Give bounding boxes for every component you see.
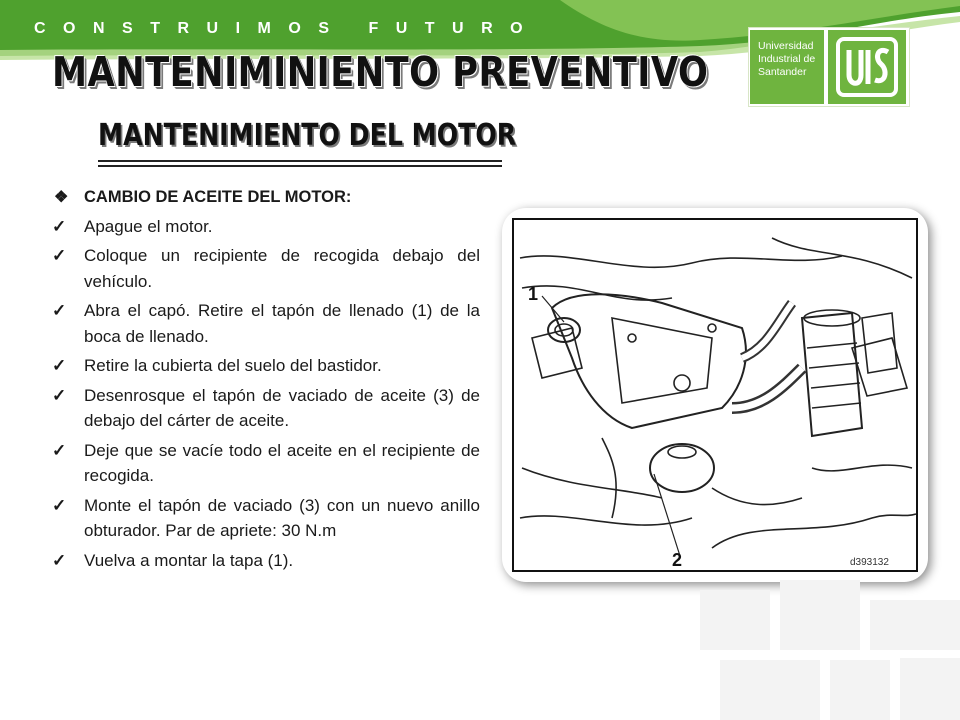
steps-list [52, 214, 480, 574]
section-heading [52, 185, 480, 211]
checkmark-icon: ✓ [52, 495, 67, 515]
list-item [52, 548, 480, 574]
list-item [52, 243, 480, 294]
list-item [52, 438, 480, 489]
instructions [52, 185, 480, 577]
checkmark-icon: ✓ [52, 385, 67, 405]
engine-diagram [512, 218, 918, 572]
page-subtitle: MANTENIMIENTO DEL MOTOR [98, 118, 517, 153]
subtitle-underline-2 [98, 165, 502, 167]
step-text: Deje que se vacíe todo el aceite en el recipiente de recogida. [84, 440, 480, 485]
step-text: Monte el tapón de vaciado (3) con un nuevo anillo obturador. Par de apriete: 30 N.m [84, 495, 480, 540]
step-text: Retire la cubierta del suelo del bastidor. [84, 356, 382, 375]
figure-code: d393132 [850, 557, 889, 568]
subtitle-underline [98, 160, 502, 162]
engine-diagram-frame [502, 208, 928, 582]
page-title: MANTENIMINIENTO PREVENTIVO [52, 48, 709, 96]
checkmark-icon: ✓ [52, 301, 67, 320]
list-item [52, 493, 480, 544]
uis-logo-mark [828, 30, 906, 104]
step-text: Abra el capó. Retire el tapón de llenado (1) de la boca de llenado. [84, 301, 480, 346]
logo-line-1: Universidad [758, 40, 814, 52]
step-text: Coloque un recipiente de recogida debajo del vehículo. [84, 246, 480, 291]
checkmark-icon: ✓ [52, 216, 67, 236]
logo-line-3: Santander [758, 66, 807, 78]
diamond-bullet-icon: ❖ [54, 189, 69, 206]
university-logo-text [750, 30, 824, 104]
list-item [52, 353, 480, 379]
header-tagline: CONSTRUIMOS FUTURO [34, 20, 541, 37]
callout-1-label: 1 [528, 284, 539, 304]
checkmark-icon: ✓ [52, 356, 67, 375]
step-text: Vuelva a montar la tapa (1). [84, 550, 294, 570]
list-item [52, 383, 480, 434]
list-item [52, 298, 480, 349]
logo-line-2: Industrial de [758, 53, 816, 65]
decorative-blocks [700, 580, 960, 720]
section-heading-text: CAMBIO DE ACEITE DEL MOTOR: [84, 188, 352, 206]
checkmark-icon: ✓ [52, 440, 67, 460]
step-text: Apague el motor. [84, 216, 213, 236]
checkmark-icon: ✓ [52, 246, 67, 265]
callout-2-label: 2 [672, 550, 683, 570]
checkmark-icon: ✓ [52, 550, 67, 570]
step-text: Desenrosque el tapón de vaciado de aceite (3) de debajo del cárter de aceite. [84, 385, 480, 430]
list-item [52, 214, 480, 240]
